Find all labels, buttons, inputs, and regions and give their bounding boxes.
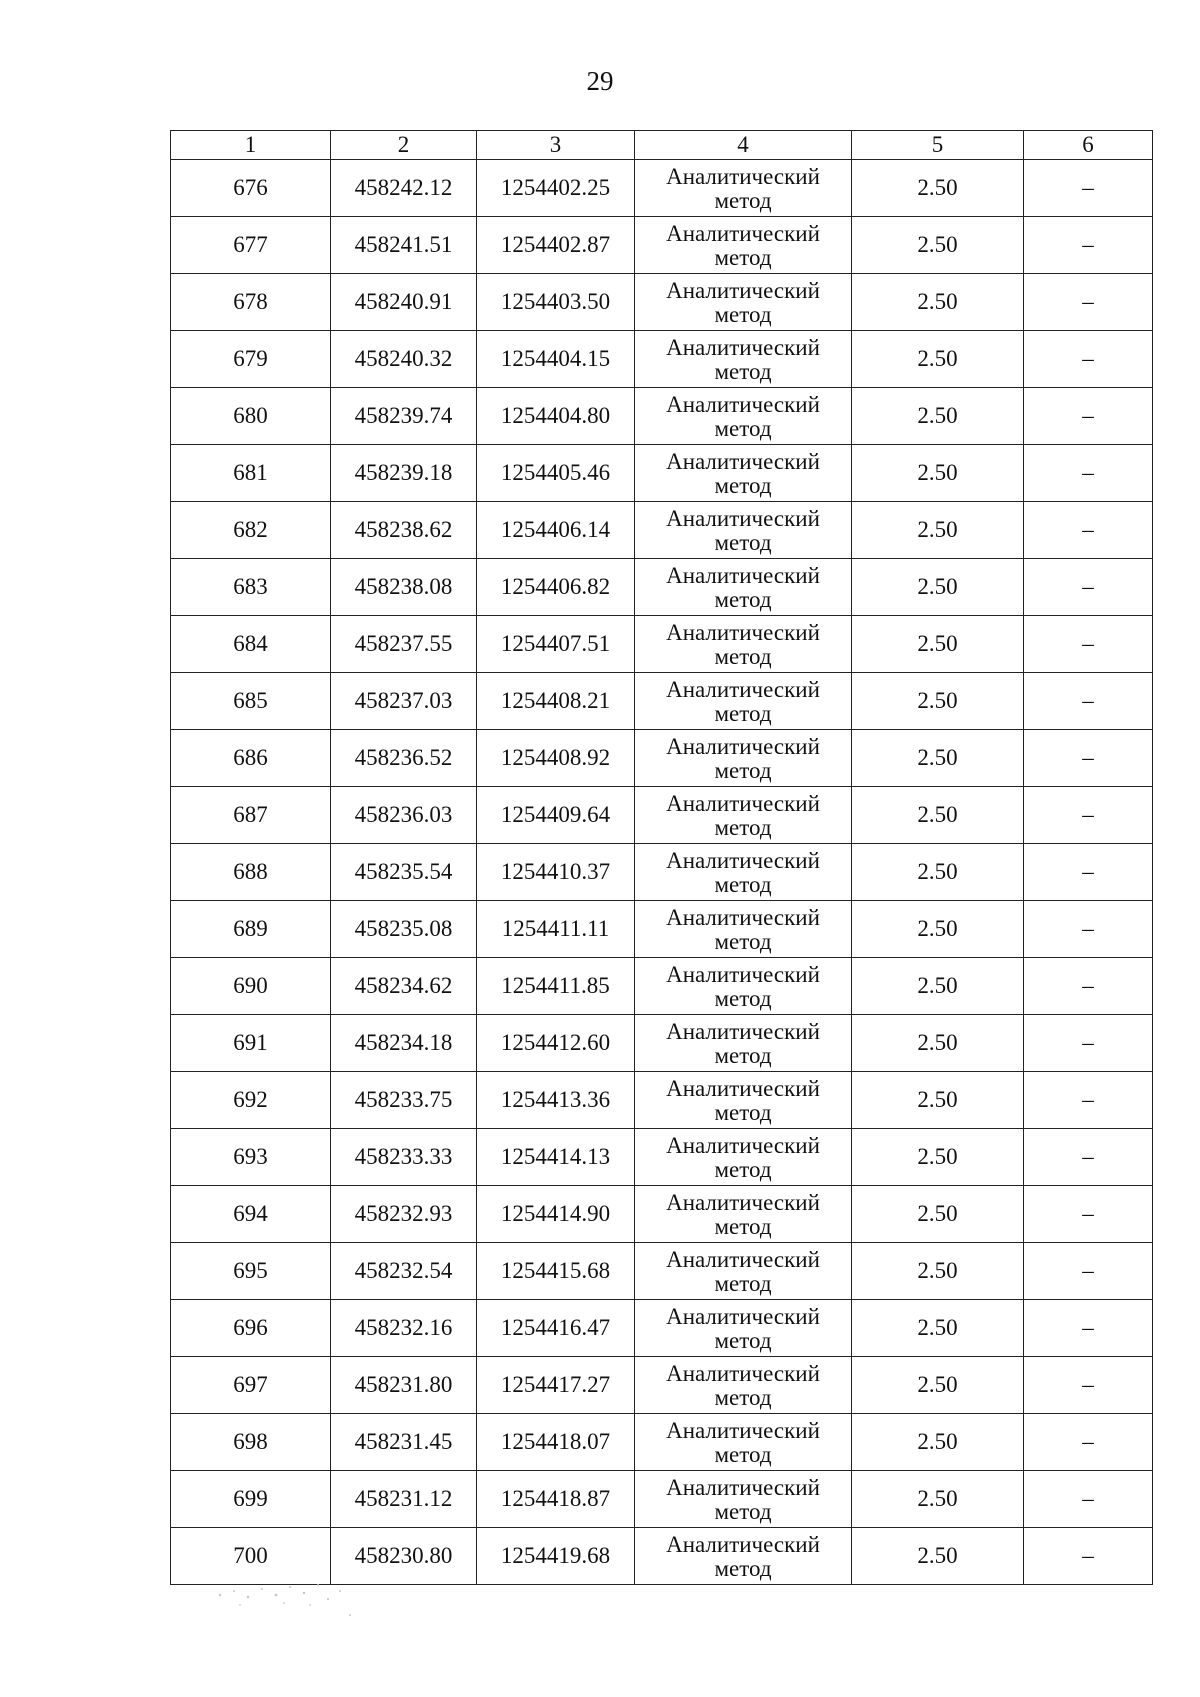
point-number-cell: 688 (171, 844, 331, 901)
accuracy-cell: 2.50 (852, 1471, 1024, 1528)
accuracy-cell: 2.50 (852, 844, 1024, 901)
point-number-cell: 684 (171, 616, 331, 673)
table-body (171, 160, 1153, 1585)
method-line-2: метод (714, 416, 772, 441)
accuracy-cell: 2.50 (852, 1300, 1024, 1357)
point-number-cell: 685 (171, 673, 331, 730)
table-row (171, 1414, 1153, 1471)
x-coordinate-cell: 458230.80 (331, 1528, 477, 1585)
note-cell: – (1024, 274, 1153, 331)
table-row (171, 445, 1153, 502)
point-number-cell: 700 (171, 1528, 331, 1585)
method-line-2: метод (714, 986, 772, 1011)
table-row (171, 1300, 1153, 1357)
note-cell: – (1024, 1129, 1153, 1186)
table-row (171, 901, 1153, 958)
method-cell (635, 787, 852, 844)
note-cell: – (1024, 1015, 1153, 1072)
y-coordinate-cell: 1254410.37 (477, 844, 635, 901)
method-line-1: Аналитический (666, 677, 820, 702)
note-cell: – (1024, 1300, 1153, 1357)
coordinates-table (170, 130, 1153, 1585)
point-number-cell: 681 (171, 445, 331, 502)
y-coordinate-cell: 1254403.50 (477, 274, 635, 331)
note-cell: – (1024, 730, 1153, 787)
column-header: 6 (1024, 131, 1153, 160)
point-number-cell: 679 (171, 331, 331, 388)
point-number-cell: 690 (171, 958, 331, 1015)
accuracy-cell: 2.50 (852, 274, 1024, 331)
x-coordinate-cell: 458231.45 (331, 1414, 477, 1471)
note-cell: – (1024, 1528, 1153, 1585)
method-line-1: Аналитический (666, 1418, 820, 1443)
accuracy-cell: 2.50 (852, 901, 1024, 958)
accuracy-cell: 2.50 (852, 1015, 1024, 1072)
y-coordinate-cell: 1254404.80 (477, 388, 635, 445)
method-cell (635, 1414, 852, 1471)
point-number-cell: 676 (171, 160, 331, 217)
method-line-1: Аналитический (666, 1475, 820, 1500)
x-coordinate-cell: 458232.93 (331, 1186, 477, 1243)
method-line-2: метод (714, 188, 772, 213)
note-cell: – (1024, 1072, 1153, 1129)
method-line-2: метод (714, 872, 772, 897)
point-number-cell: 689 (171, 901, 331, 958)
table-row (171, 1471, 1153, 1528)
x-coordinate-cell: 458234.62 (331, 958, 477, 1015)
method-cell (635, 1072, 852, 1129)
note-cell: – (1024, 388, 1153, 445)
method-cell (635, 331, 852, 388)
method-line-2: метод (714, 359, 772, 384)
method-line-2: метод (714, 929, 772, 954)
method-cell (635, 1186, 852, 1243)
method-line-2: метод (714, 815, 772, 840)
note-cell: – (1024, 787, 1153, 844)
accuracy-cell: 2.50 (852, 217, 1024, 274)
x-coordinate-cell: 458235.08 (331, 901, 477, 958)
y-coordinate-cell: 1254411.85 (477, 958, 635, 1015)
x-coordinate-cell: 458238.62 (331, 502, 477, 559)
accuracy-cell: 2.50 (852, 730, 1024, 787)
note-cell: – (1024, 673, 1153, 730)
table-row (171, 844, 1153, 901)
accuracy-cell: 2.50 (852, 160, 1024, 217)
method-line-2: метод (714, 587, 772, 612)
y-coordinate-cell: 1254419.68 (477, 1528, 635, 1585)
method-line-2: метод (714, 1499, 772, 1524)
note-cell: – (1024, 1186, 1153, 1243)
method-cell (635, 1528, 852, 1585)
table-row (171, 160, 1153, 217)
point-number-cell: 698 (171, 1414, 331, 1471)
method-cell (635, 559, 852, 616)
x-coordinate-cell: 458237.55 (331, 616, 477, 673)
point-number-cell: 691 (171, 1015, 331, 1072)
point-number-cell: 683 (171, 559, 331, 616)
table-row (171, 1015, 1153, 1072)
note-cell: – (1024, 160, 1153, 217)
x-coordinate-cell: 458237.03 (331, 673, 477, 730)
accuracy-cell: 2.50 (852, 559, 1024, 616)
x-coordinate-cell: 458240.91 (331, 274, 477, 331)
x-coordinate-cell: 458236.52 (331, 730, 477, 787)
method-line-1: Аналитический (666, 1133, 820, 1158)
method-cell (635, 901, 852, 958)
method-line-1: Аналитический (666, 1304, 820, 1329)
method-line-1: Аналитический (666, 905, 820, 930)
table-row (171, 502, 1153, 559)
note-cell: – (1024, 1471, 1153, 1528)
table-row (171, 616, 1153, 673)
point-number-cell: 680 (171, 388, 331, 445)
method-line-2: метод (714, 302, 772, 327)
x-coordinate-cell: 458239.18 (331, 445, 477, 502)
point-number-cell: 686 (171, 730, 331, 787)
table-row (171, 787, 1153, 844)
table-row (171, 673, 1153, 730)
column-header: 4 (635, 131, 852, 160)
table-row (171, 1357, 1153, 1414)
accuracy-cell: 2.50 (852, 331, 1024, 388)
y-coordinate-cell: 1254404.15 (477, 331, 635, 388)
y-coordinate-cell: 1254414.13 (477, 1129, 635, 1186)
method-cell (635, 1471, 852, 1528)
table-row (171, 1243, 1153, 1300)
accuracy-cell: 2.50 (852, 1357, 1024, 1414)
method-line-2: метод (714, 644, 772, 669)
method-line-1: Аналитический (666, 1247, 820, 1272)
method-line-1: Аналитический (666, 1019, 820, 1044)
note-cell: – (1024, 502, 1153, 559)
table-row (171, 730, 1153, 787)
note-cell: – (1024, 559, 1153, 616)
method-cell (635, 730, 852, 787)
y-coordinate-cell: 1254402.87 (477, 217, 635, 274)
x-coordinate-cell: 458240.32 (331, 331, 477, 388)
method-line-2: метод (714, 1214, 772, 1239)
y-coordinate-cell: 1254408.21 (477, 673, 635, 730)
note-cell: – (1024, 1243, 1153, 1300)
method-line-1: Аналитический (666, 335, 820, 360)
y-coordinate-cell: 1254412.60 (477, 1015, 635, 1072)
table-row (171, 274, 1153, 331)
method-line-1: Аналитический (666, 506, 820, 531)
method-line-1: Аналитический (666, 563, 820, 588)
note-cell: – (1024, 901, 1153, 958)
accuracy-cell: 2.50 (852, 1129, 1024, 1186)
x-coordinate-cell: 458238.08 (331, 559, 477, 616)
y-coordinate-cell: 1254418.87 (477, 1471, 635, 1528)
x-coordinate-cell: 458242.12 (331, 160, 477, 217)
point-number-cell: 678 (171, 274, 331, 331)
accuracy-cell: 2.50 (852, 1414, 1024, 1471)
page-number: 29 (586, 66, 614, 96)
method-cell (635, 1243, 852, 1300)
method-line-2: метод (714, 758, 772, 783)
scan-artifact (200, 1565, 400, 1625)
y-coordinate-cell: 1254416.47 (477, 1300, 635, 1357)
x-coordinate-cell: 458232.16 (331, 1300, 477, 1357)
point-number-cell: 696 (171, 1300, 331, 1357)
note-cell: – (1024, 958, 1153, 1015)
accuracy-cell: 2.50 (852, 1243, 1024, 1300)
method-line-2: метод (714, 1043, 772, 1068)
method-line-1: Аналитический (666, 848, 820, 873)
method-line-1: Аналитический (666, 791, 820, 816)
point-number-cell: 692 (171, 1072, 331, 1129)
y-coordinate-cell: 1254413.36 (477, 1072, 635, 1129)
method-cell (635, 1357, 852, 1414)
method-line-2: метод (714, 701, 772, 726)
method-line-2: метод (714, 1385, 772, 1410)
y-coordinate-cell: 1254408.92 (477, 730, 635, 787)
y-coordinate-cell: 1254407.51 (477, 616, 635, 673)
table-row (171, 1072, 1153, 1129)
method-line-2: метод (714, 473, 772, 498)
accuracy-cell: 2.50 (852, 616, 1024, 673)
y-coordinate-cell: 1254414.90 (477, 1186, 635, 1243)
point-number-cell: 699 (171, 1471, 331, 1528)
accuracy-cell: 2.50 (852, 1072, 1024, 1129)
accuracy-cell: 2.50 (852, 1186, 1024, 1243)
y-coordinate-cell: 1254402.25 (477, 160, 635, 217)
method-line-1: Аналитический (666, 1532, 820, 1557)
method-cell (635, 388, 852, 445)
method-line-2: метод (714, 1157, 772, 1182)
method-cell (635, 274, 852, 331)
method-line-2: метод (714, 245, 772, 270)
method-cell (635, 844, 852, 901)
method-line-1: Аналитический (666, 1190, 820, 1215)
table-row (171, 1186, 1153, 1243)
method-line-2: метод (714, 1556, 772, 1581)
y-coordinate-cell: 1254406.14 (477, 502, 635, 559)
table-row (171, 559, 1153, 616)
x-coordinate-cell: 458234.18 (331, 1015, 477, 1072)
x-coordinate-cell: 458232.54 (331, 1243, 477, 1300)
column-header: 3 (477, 131, 635, 160)
point-number-cell: 677 (171, 217, 331, 274)
x-coordinate-cell: 458235.54 (331, 844, 477, 901)
note-cell: – (1024, 1414, 1153, 1471)
method-line-1: Аналитический (666, 620, 820, 645)
table-row (171, 331, 1153, 388)
x-coordinate-cell: 458239.74 (331, 388, 477, 445)
method-line-1: Аналитический (666, 164, 820, 189)
method-cell (635, 1300, 852, 1357)
note-cell: – (1024, 445, 1153, 502)
accuracy-cell: 2.50 (852, 388, 1024, 445)
method-line-2: метод (714, 1328, 772, 1353)
method-line-1: Аналитический (666, 449, 820, 474)
note-cell: – (1024, 616, 1153, 673)
accuracy-cell: 2.50 (852, 787, 1024, 844)
note-cell: – (1024, 1357, 1153, 1414)
method-line-2: метод (714, 1271, 772, 1296)
method-cell (635, 217, 852, 274)
point-number-cell: 697 (171, 1357, 331, 1414)
method-line-1: Аналитический (666, 221, 820, 246)
y-coordinate-cell: 1254418.07 (477, 1414, 635, 1471)
method-line-1: Аналитический (666, 734, 820, 759)
table-row (171, 958, 1153, 1015)
method-cell (635, 502, 852, 559)
x-coordinate-cell: 458233.75 (331, 1072, 477, 1129)
x-coordinate-cell: 458241.51 (331, 217, 477, 274)
method-line-2: метод (714, 1100, 772, 1125)
table-row (171, 1129, 1153, 1186)
y-coordinate-cell: 1254417.27 (477, 1357, 635, 1414)
y-coordinate-cell: 1254409.64 (477, 787, 635, 844)
point-number-cell: 694 (171, 1186, 331, 1243)
method-line-1: Аналитический (666, 1076, 820, 1101)
accuracy-cell: 2.50 (852, 958, 1024, 1015)
point-number-cell: 682 (171, 502, 331, 559)
point-number-cell: 687 (171, 787, 331, 844)
accuracy-cell: 2.50 (852, 673, 1024, 730)
method-line-2: метод (714, 1442, 772, 1467)
method-cell (635, 445, 852, 502)
x-coordinate-cell: 458231.12 (331, 1471, 477, 1528)
y-coordinate-cell: 1254415.68 (477, 1243, 635, 1300)
method-cell (635, 673, 852, 730)
accuracy-cell: 2.50 (852, 445, 1024, 502)
method-line-2: метод (714, 530, 772, 555)
table-row (171, 217, 1153, 274)
y-coordinate-cell: 1254405.46 (477, 445, 635, 502)
x-coordinate-cell: 458233.33 (331, 1129, 477, 1186)
column-header: 1 (171, 131, 331, 160)
column-header: 5 (852, 131, 1024, 160)
y-coordinate-cell: 1254411.11 (477, 901, 635, 958)
method-cell (635, 160, 852, 217)
table-row (171, 388, 1153, 445)
method-cell (635, 1015, 852, 1072)
point-number-cell: 693 (171, 1129, 331, 1186)
method-line-1: Аналитический (666, 962, 820, 987)
method-cell (635, 1129, 852, 1186)
accuracy-cell: 2.50 (852, 502, 1024, 559)
accuracy-cell: 2.50 (852, 1528, 1024, 1585)
method-line-1: Аналитический (666, 278, 820, 303)
note-cell: – (1024, 217, 1153, 274)
method-line-1: Аналитический (666, 1361, 820, 1386)
method-line-1: Аналитический (666, 392, 820, 417)
method-cell (635, 616, 852, 673)
x-coordinate-cell: 458236.03 (331, 787, 477, 844)
note-cell: – (1024, 844, 1153, 901)
table-header-row (171, 131, 1153, 160)
point-number-cell: 695 (171, 1243, 331, 1300)
y-coordinate-cell: 1254406.82 (477, 559, 635, 616)
column-header: 2 (331, 131, 477, 160)
note-cell: – (1024, 331, 1153, 388)
x-coordinate-cell: 458231.80 (331, 1357, 477, 1414)
method-cell (635, 958, 852, 1015)
